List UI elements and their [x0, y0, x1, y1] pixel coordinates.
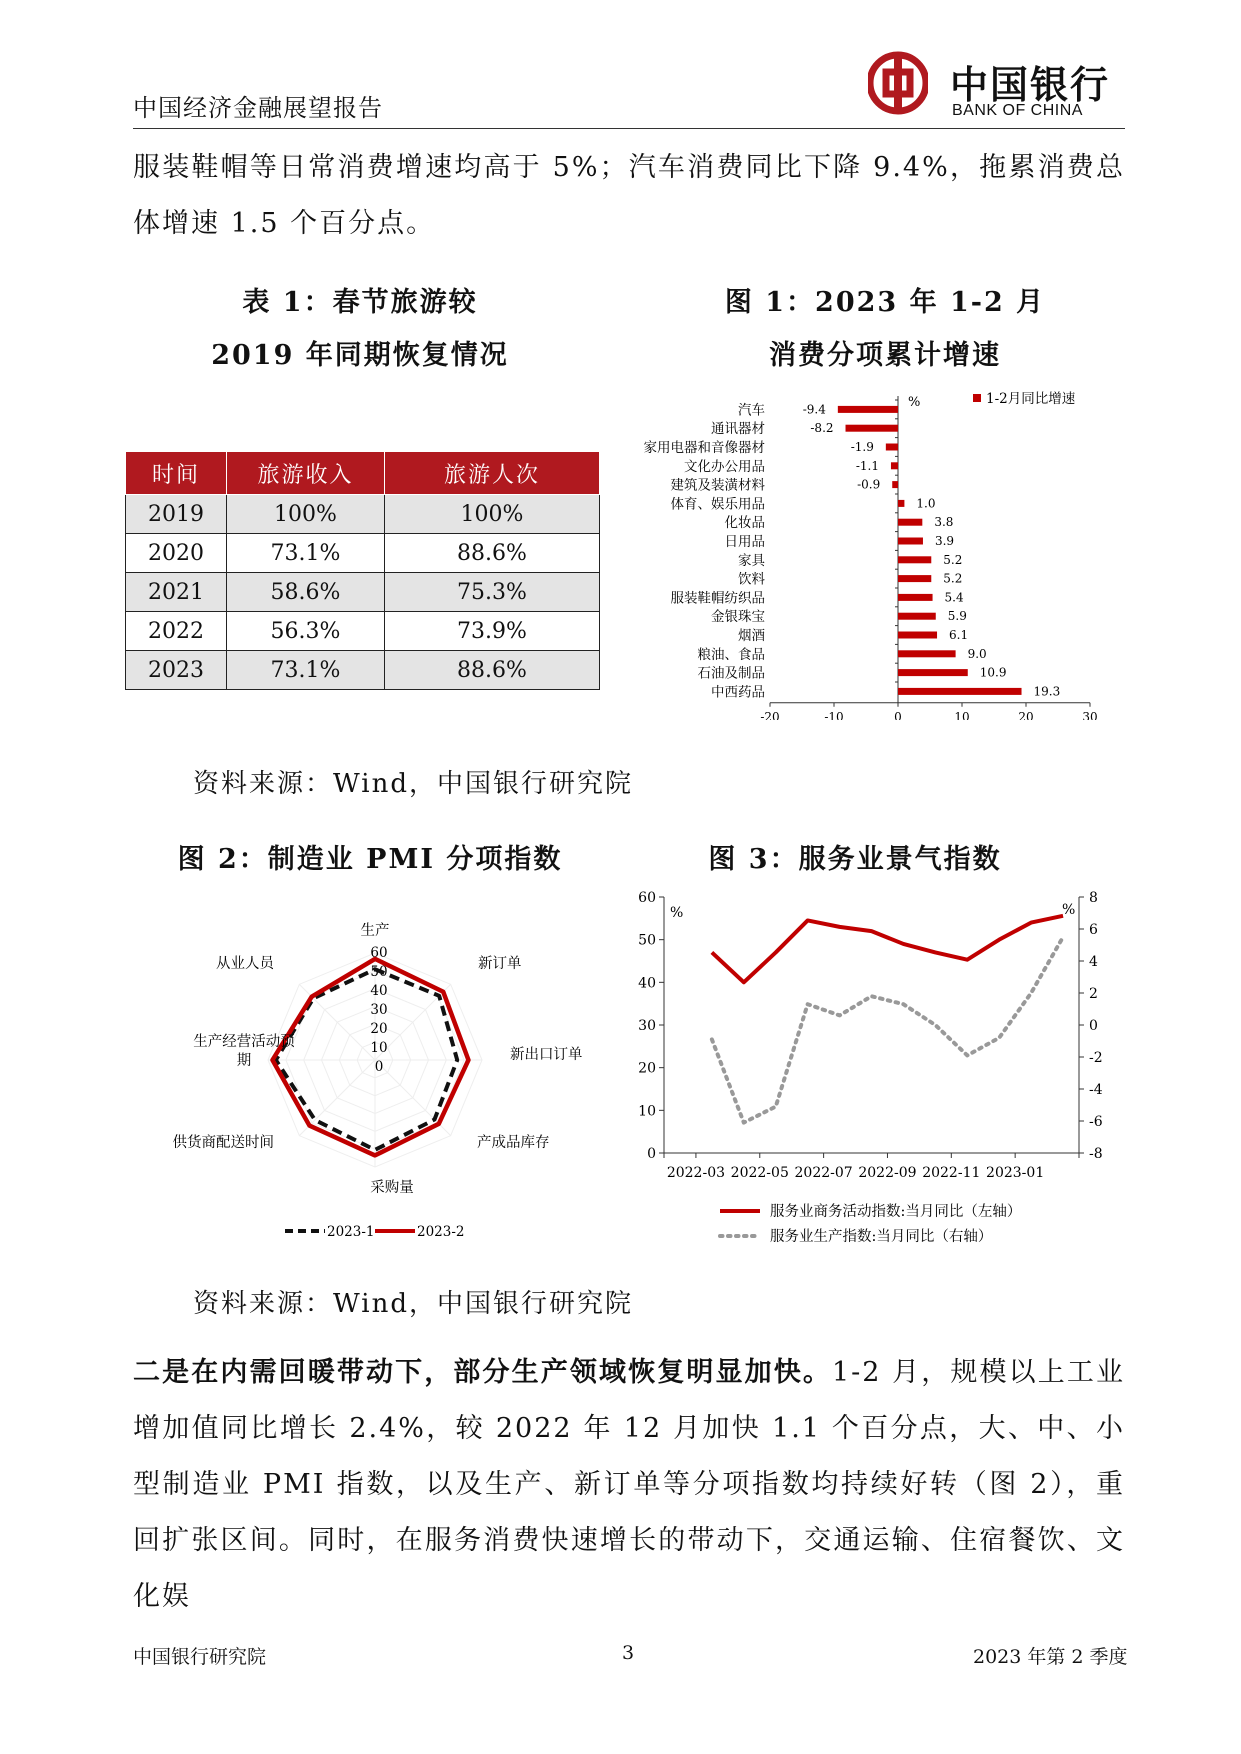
table-row: [126, 573, 600, 612]
bar: [898, 500, 904, 507]
table-cell: 73.1%: [227, 534, 385, 573]
left-tick-label: 0: [647, 1146, 656, 1162]
bar: [898, 688, 1022, 695]
header-rule: [133, 128, 1125, 129]
left-tick-label: 50: [638, 932, 656, 949]
service-index-line-chart: [620, 885, 1120, 1250]
source-note-1: 资料来源：Wind，中国银行研究院: [193, 769, 633, 799]
table-header-cell: 时间: [126, 452, 227, 495]
bar: [898, 575, 931, 582]
table-cell: 2022: [126, 612, 227, 651]
page-number: 3: [622, 1642, 635, 1664]
data-label: 6.1: [949, 628, 969, 642]
data-label: 3.8: [934, 515, 954, 530]
bar: [898, 632, 937, 639]
x-tick-label: 2022-09: [858, 1165, 917, 1181]
table-cell: 100%: [227, 495, 385, 534]
body-paragraph-lead: 二是在内需回暖带动下，部分生产领域恢复明显加快。: [133, 1357, 832, 1388]
x-tick-label: 2022-05: [730, 1165, 789, 1181]
bar: [846, 425, 898, 432]
logo-chinese-text: 中国银行: [950, 62, 1111, 107]
radial-tick-label: 20: [370, 1021, 388, 1037]
table-row: [126, 651, 600, 690]
tourism-table: [125, 451, 600, 690]
table-cell: 100%: [385, 495, 600, 534]
logo-english-text: BANK OF CHINA: [952, 102, 1083, 119]
data-label: -0.9: [857, 477, 881, 492]
table-cell: 2020: [126, 534, 227, 573]
radial-tick-label: 0: [374, 1059, 384, 1075]
data-label: 1.0: [916, 496, 936, 511]
table-row: [126, 534, 600, 573]
table-cell: 73.9%: [385, 612, 600, 651]
x-tick-label: 2022-07: [794, 1165, 853, 1181]
radial-tick-label: 10: [370, 1040, 388, 1056]
category-label: 服装鞋帽纺织品: [670, 590, 765, 607]
data-label: 5.9: [947, 609, 967, 624]
data-label: 5.4: [944, 590, 964, 605]
axis-label: 产成品库存: [477, 1135, 550, 1151]
legend-label: 1-2月同比增速: [986, 391, 1076, 407]
data-label: 9.0: [967, 646, 987, 661]
footer-org: 中国银行研究院: [133, 1646, 267, 1668]
unit-label: %: [908, 395, 921, 410]
bar: [886, 444, 898, 451]
x-tick-label: 2022-03: [666, 1165, 726, 1181]
figure1-caption-line1: 图 1：2023 年 1-2 月: [724, 287, 1046, 318]
left-unit-label: %: [670, 905, 684, 921]
axis-label: 新订单: [478, 956, 522, 972]
report-title: 中国经济金融展望报告: [133, 94, 383, 122]
data-label: 10.9: [979, 665, 1007, 680]
bar: [838, 406, 898, 413]
x-tick-label: -10: [824, 709, 844, 720]
category-label: 化妆品: [724, 515, 765, 532]
left-tick-label: 20: [638, 1060, 656, 1077]
right-tick-label: 6: [1089, 922, 1098, 938]
axis-label: 生产: [360, 923, 390, 939]
legend-label: 2023-1: [327, 1224, 375, 1240]
data-label: 5.2: [943, 571, 963, 586]
bar: [898, 613, 936, 620]
right-tick-label: -2: [1089, 1050, 1103, 1066]
x-tick-label: 2022-11: [922, 1165, 981, 1181]
bar: [898, 538, 923, 545]
category-label: 体育、娱乐用品: [670, 496, 765, 513]
right-tick-label: 8: [1089, 890, 1098, 906]
bar: [898, 594, 933, 601]
bar: [892, 481, 898, 488]
table-cell: 58.6%: [227, 573, 385, 612]
data-label: 5.2: [943, 552, 963, 567]
category-label: 金银珠宝: [711, 609, 765, 626]
data-label: -1.9: [850, 440, 874, 454]
table-cell: 2021: [126, 573, 227, 612]
category-label: 通讯器材: [711, 421, 765, 438]
data-label: -8.2: [810, 421, 834, 436]
body-paragraph-text: 1-2 月，规模以上工业增加值同比增长 2.4%，较 2022 年 12 月加快 1.1 个百分点，大、中、小型制造业 PMI 指数，以及生产、新订单等分项指数均持续好转（图 2），重回扩张区间。同时，在服务消费快速增长的带动下，交通运输、住宿餐饮、文化娱: [133, 1357, 1125, 1612]
axis-label: 供货商配送时间: [172, 1135, 274, 1151]
axis-label: 生产经营活动预期: [193, 1034, 295, 1069]
bar: [898, 556, 931, 563]
category-label: 烟酒: [738, 628, 765, 644]
figure3-caption: 图 3：服务业景气指数: [708, 844, 1002, 875]
bar: [898, 519, 922, 526]
table-cell: 56.3%: [227, 612, 385, 651]
radial-tick-label: 60: [370, 945, 388, 961]
table-cell: 88.6%: [385, 651, 600, 690]
figure2-caption: 图 2：制造业 PMI 分项指数: [177, 844, 563, 875]
right-tick-label: -4: [1089, 1082, 1103, 1098]
figure1-caption-line2: 消费分项累计增速: [769, 340, 1001, 371]
table-header-row: [126, 452, 600, 495]
table-cell: 75.3%: [385, 573, 600, 612]
category-label: 粮油、食品: [697, 646, 765, 663]
bank-logo: [868, 50, 928, 116]
data-label: 3.9: [934, 534, 955, 548]
category-label: 汽车: [738, 402, 765, 419]
data-label: -1.1: [855, 458, 879, 473]
data-label: 19.3: [1033, 684, 1061, 699]
axis-label: 从业人员: [216, 956, 274, 972]
table-cell: 2023: [126, 651, 227, 690]
intro-paragraph: 服装鞋帽等日常消费增速均高于 5%；汽车消费同比下降 9.4%，拖累消费总体增速 1.5 个百分点。: [133, 152, 1125, 239]
right-tick-label: -6: [1089, 1114, 1103, 1130]
table-header-cell: 旅游收入: [227, 452, 385, 495]
radial-tick-label: 40: [370, 983, 388, 999]
category-label: 家用电器和音像器材: [643, 440, 765, 456]
x-tick-label: 20: [1018, 709, 1034, 720]
category-label: 文化办公用品: [684, 458, 765, 475]
table-cell: 73.1%: [227, 651, 385, 690]
pmi-radar-chart: [140, 895, 610, 1250]
x-tick-label: 10: [954, 709, 970, 720]
table-cell: 2019: [126, 495, 227, 534]
series-line: [712, 916, 1063, 983]
x-tick-label: -20: [760, 709, 780, 720]
table-row: [126, 495, 600, 534]
legend-swatch: [973, 394, 981, 402]
right-unit-label: %: [1062, 902, 1076, 918]
bar: [898, 650, 956, 657]
category-label: 家具: [738, 552, 765, 569]
right-tick-label: 0: [1089, 1018, 1098, 1034]
body-paragraph: [133, 1345, 1125, 1625]
bar: [891, 462, 898, 469]
axis-label: 采购量: [370, 1180, 414, 1196]
table1-caption-line2: 2019 年同期恢复情况: [211, 340, 509, 371]
bar: [898, 669, 968, 676]
left-tick-label: 10: [638, 1103, 656, 1120]
table-header-cell: 旅游人次: [385, 452, 600, 495]
table-cell: 88.6%: [385, 534, 600, 573]
source-note-2: 资料来源：Wind，中国银行研究院: [193, 1289, 633, 1319]
x-tick-label: 30: [1082, 709, 1098, 720]
left-tick-label: 60: [638, 890, 656, 906]
x-tick-label: 2023-01: [986, 1165, 1045, 1181]
bank-logo-emblem-icon: [868, 50, 928, 116]
left-tick-label: 30: [638, 1018, 656, 1034]
right-tick-label: 2: [1089, 986, 1098, 1002]
legend-label: 2023-2: [417, 1224, 465, 1240]
footer-period: 2023 年第 2 季度: [973, 1646, 1128, 1668]
table-row: [126, 612, 600, 651]
category-label: 日用品: [724, 534, 765, 550]
category-label: 石油及制品: [697, 665, 765, 682]
category-label: 建筑及装潢材料: [670, 477, 765, 494]
category-label: 饮料: [738, 571, 765, 588]
radial-tick-label: 50: [370, 964, 388, 980]
data-label: -9.4: [802, 402, 826, 417]
x-tick-label: 0: [894, 709, 902, 720]
consumption-bar-chart: [600, 385, 1120, 720]
legend-label: 服务业商务活动指数:当月同比（左轴）: [770, 1204, 1022, 1220]
axis-label: 新出口订单: [510, 1047, 583, 1063]
right-tick-label: 4: [1089, 954, 1098, 970]
right-tick-label: -8: [1089, 1146, 1103, 1162]
left-tick-label: 40: [638, 975, 656, 992]
table1-caption-line1: 表 1：春节旅游较: [242, 287, 478, 318]
radial-tick-label: 30: [370, 1002, 388, 1018]
category-label: 中西药品: [711, 684, 765, 701]
legend-label: 服务业生产指数:当月同比（右轴）: [770, 1229, 993, 1245]
